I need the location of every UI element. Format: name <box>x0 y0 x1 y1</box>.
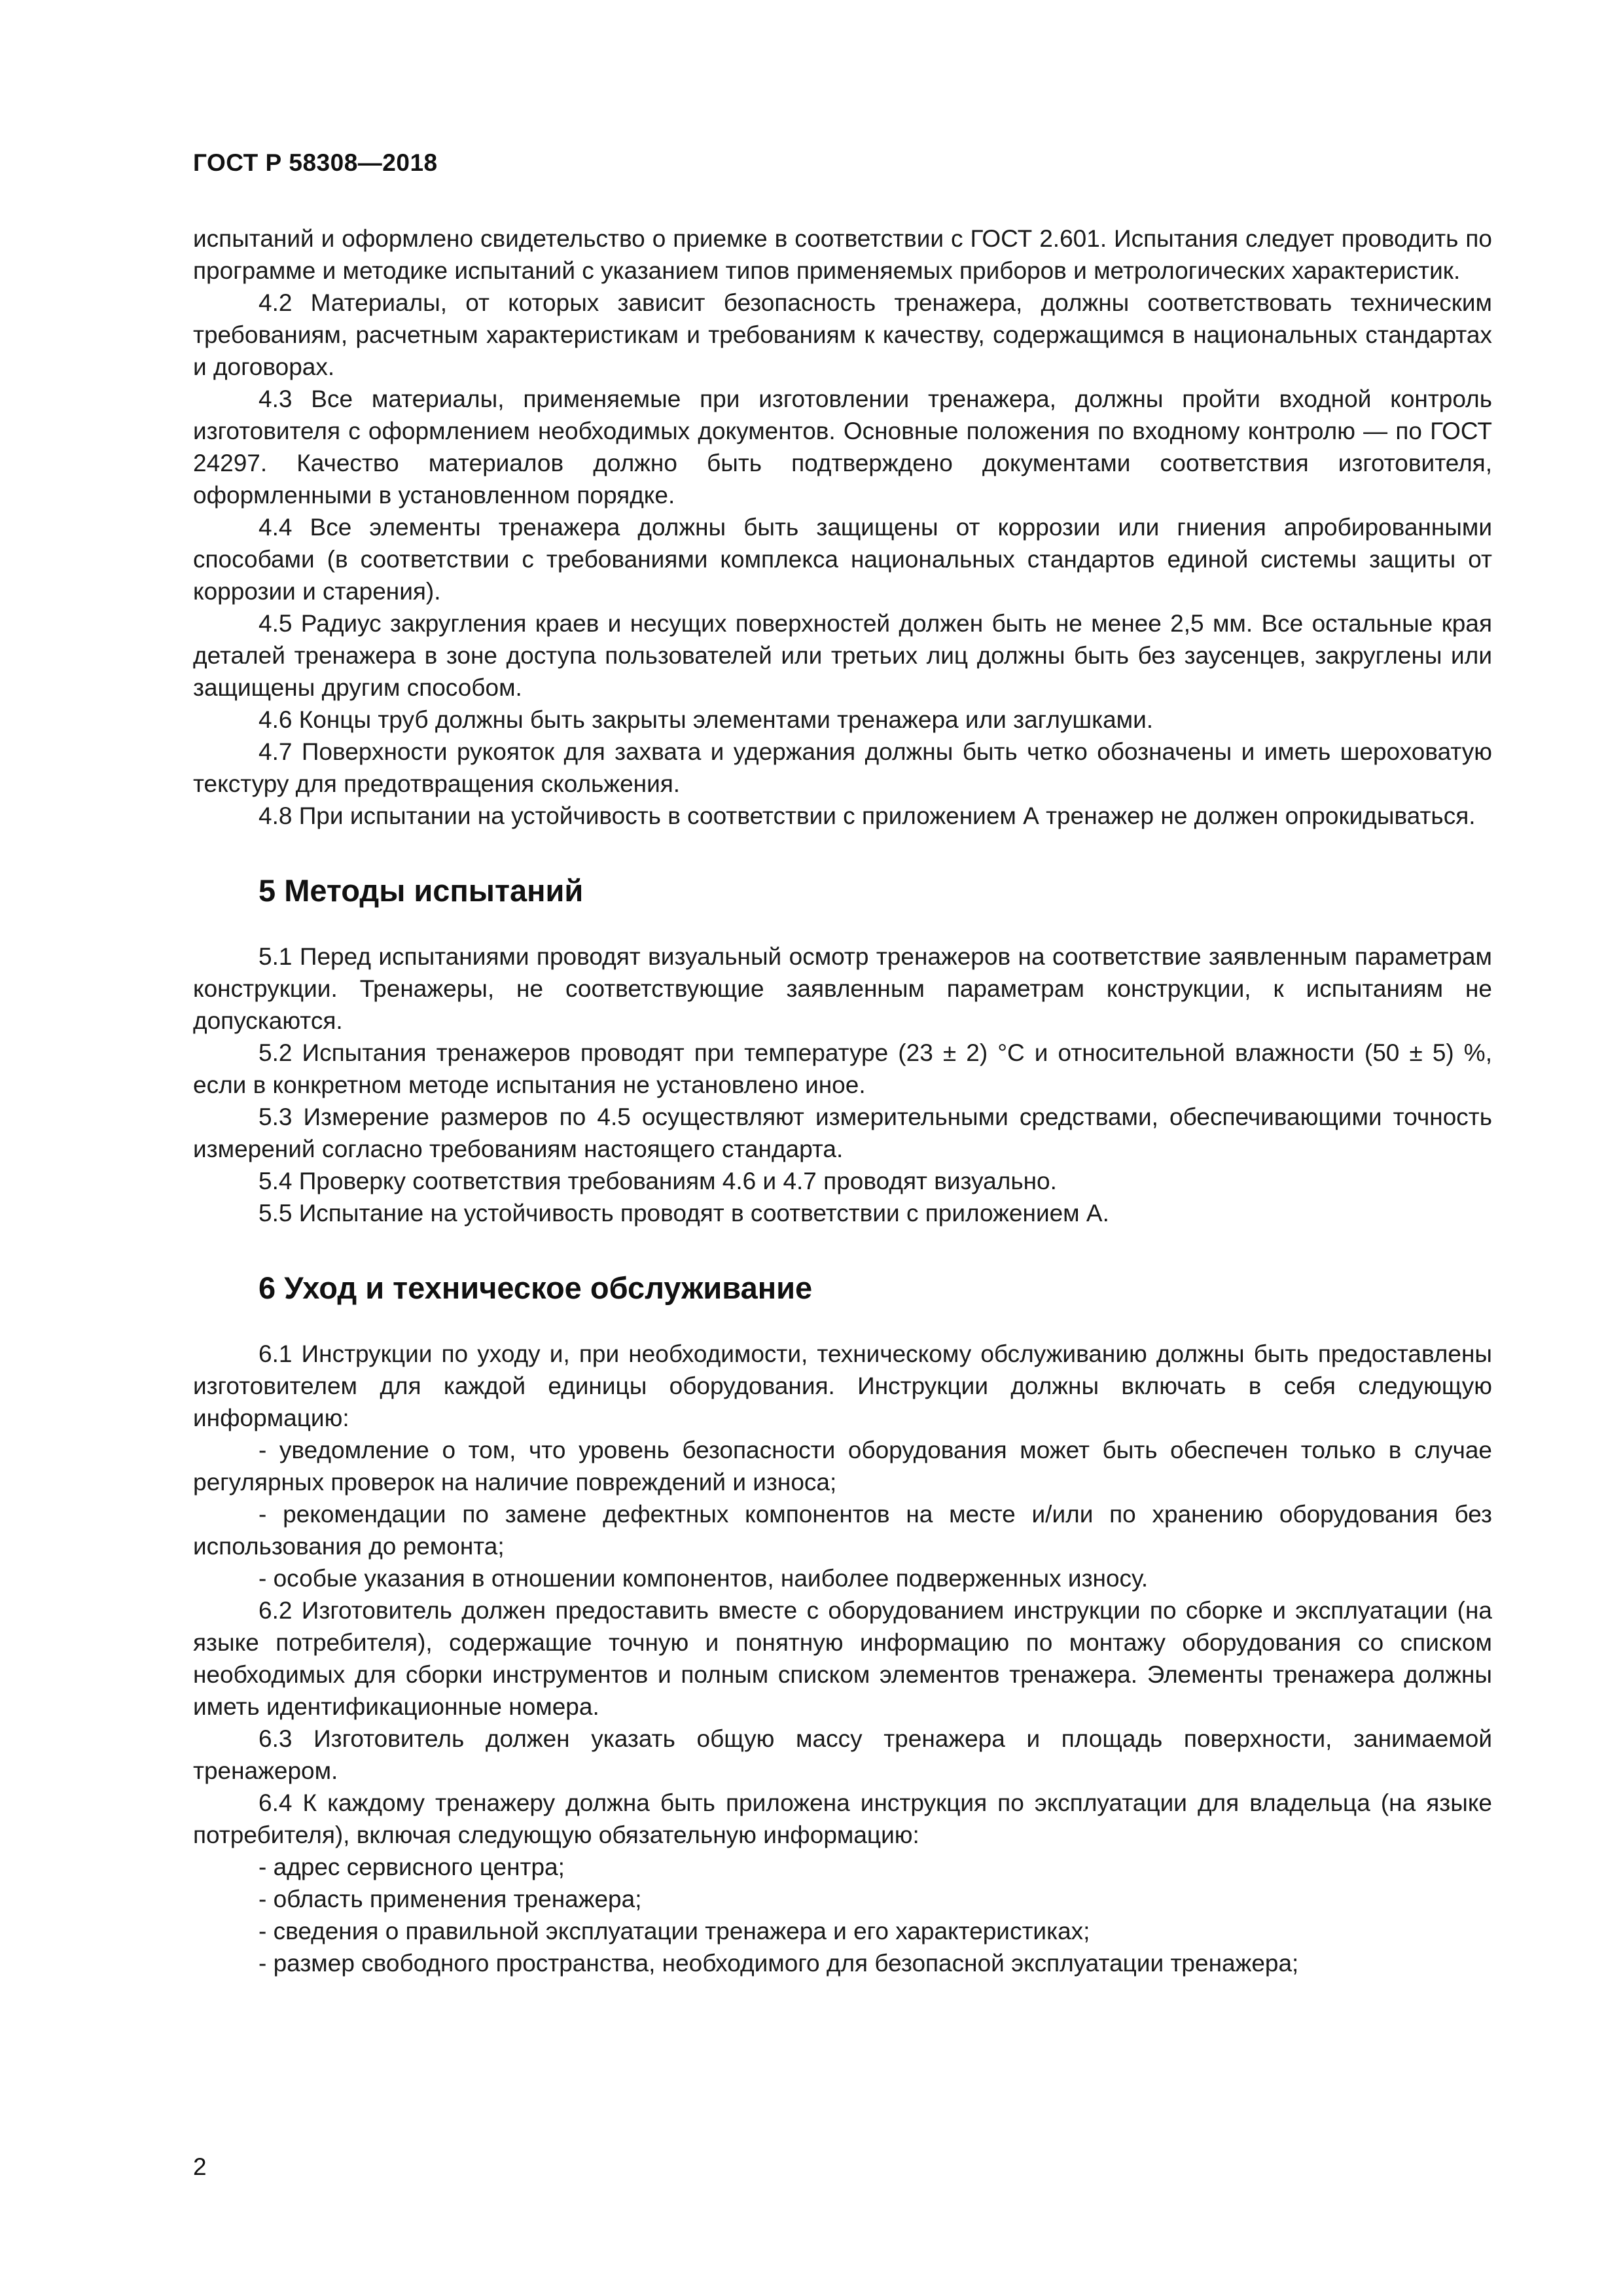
section-5-title: 5 Методы испытаний <box>259 873 584 908</box>
list-item: - рекомендации по замене дефектных компонентов на месте и/или по хранению оборудования без использования до ремонта; <box>193 1501 1492 1560</box>
paragraph-5-2: 5.2 Испытания тренажеров проводят при температуре (23 ± 2) °С и относительной влажности (50 ± 5) %, если в конкретном методе испытания не установлено иное. <box>193 1039 1492 1098</box>
section-6-title: 6 Уход и техническое обслуживание <box>259 1270 813 1305</box>
list-item: - адрес сервисного центра; <box>259 1854 565 1880</box>
paragraph-5-4: 5.4 Проверку соответствия требованиям 4.6 и 4.7 проводят визуально. <box>259 1168 1057 1194</box>
list-item: - уведомление о том, что уровень безопасности оборудования может быть обеспечен только в случае регулярных проверок на наличие повреждений и износа; <box>193 1437 1492 1496</box>
paragraph-4-6: 4.6 Концы труб должны быть закрыты элементами тренажера или заглушками. <box>259 706 1154 733</box>
paragraph-continuation: испытаний и оформлено свидетельство о приемке в соответствии с ГОСТ 2.601. Испытания следует проводить по программе и методике испытаний с указанием типов применяемых приборов и метрологических характеристик. <box>193 225 1492 284</box>
paragraph-6-1: 6.1 Инструкции по уходу и, при необходимости, техническому обслуживанию должны быть предоставлены изготовителем для каждой единицы оборудования. Инструкции должны включать в себя следующую информацию: <box>193 1340 1492 1431</box>
paragraph-4-8: 4.8 При испытании на устойчивость в соответствии с приложением А тренажер не должен опрокидываться. <box>259 802 1476 829</box>
paragraph-6-2: 6.2 Изготовитель должен предоставить вместе с оборудованием инструкции по сборке и эксплуатации (на языке потребителя), содержащие точную и понятную информацию по монтажу оборудования со списком необходимых для сборки инструментов и полным списком элементов тренажера. Элементы тренажера должны иметь идентификационные номера. <box>193 1597 1492 1720</box>
paragraph-6-4: 6.4 К каждому тренажеру должна быть приложена инструкция по эксплуатации для владельца (на языке потребителя), включая следующую обязательную информацию: <box>193 1789 1492 1848</box>
paragraph-4-3: 4.3 Все материалы, применяемые при изготовлении тренажера, должны пройти входной контроль изготовителя с оформлением необходимых документов. Основные положения по входному контролю — по ГОСТ 24297. Качество материалов должно быть подтверждено документами соответствия изготовителя, оформленными в установленном порядке. <box>193 386 1492 509</box>
page-number: 2 <box>193 2153 207 2180</box>
paragraph-4-2: 4.2 Материалы, от которых зависит безопасность тренажера, должны соответствовать техническим требованиям, расчетным характеристикам и требованиям к качеству, содержащимся в национальных стандартах и договорах. <box>193 289 1492 380</box>
paragraph-5-5: 5.5 Испытание на устойчивость проводят в соответствии с приложением А. <box>259 1200 1109 1227</box>
list-item: - размер свободного пространства, необходимого для безопасной эксплуатации тренажера; <box>259 1950 1299 1977</box>
paragraph-4-5: 4.5 Радиус закругления краев и несущих поверхностей должен быть не менее 2,5 мм. Все остальные края деталей тренажера в зоне доступа пользователей или третьих лиц должны быть без заусенцев, закруглены или защищены другим способом. <box>193 610 1492 701</box>
paragraph-6-3: 6.3 Изготовитель должен указать общую массу тренажера и площадь поверхности, занимаемой тренажером. <box>193 1725 1492 1784</box>
list-item: - особые указания в отношении компонентов, наиболее подверженных износу. <box>259 1565 1149 1592</box>
paragraph-5-3: 5.3 Измерение размеров по 4.5 осуществляют измерительными средствами, обеспечивающими точность измерений согласно требованиям настоящего стандарта. <box>193 1103 1492 1162</box>
document-header: ГОСТ Р 58308—2018 <box>193 149 438 176</box>
paragraph-5-1: 5.1 Перед испытаниями проводят визуальный осмотр тренажеров на соответствие заявленным параметрам конструкции. Тренажеры, не соответствующие заявленным параметрам конструкции, к испытаниям не допускаются. <box>193 943 1492 1034</box>
paragraph-4-7: 4.7 Поверхности рукояток для захвата и удержания должны быть четко обозначены и иметь шероховатую текстуру для предотвращения скольжения. <box>193 738 1492 797</box>
paragraph-4-4: 4.4 Все элементы тренажера должны быть защищены от коррозии или гниения апробированными способами (в соответствии с требованиями комплекса национальных стандартов единой системы защиты от коррозии и старения). <box>193 514 1492 605</box>
document-body <box>193 223 1492 1979</box>
list-item: - сведения о правильной эксплуатации тренажера и его характеристиках; <box>259 1918 1090 1945</box>
list-item: - область применения тренажера; <box>259 1886 642 1912</box>
